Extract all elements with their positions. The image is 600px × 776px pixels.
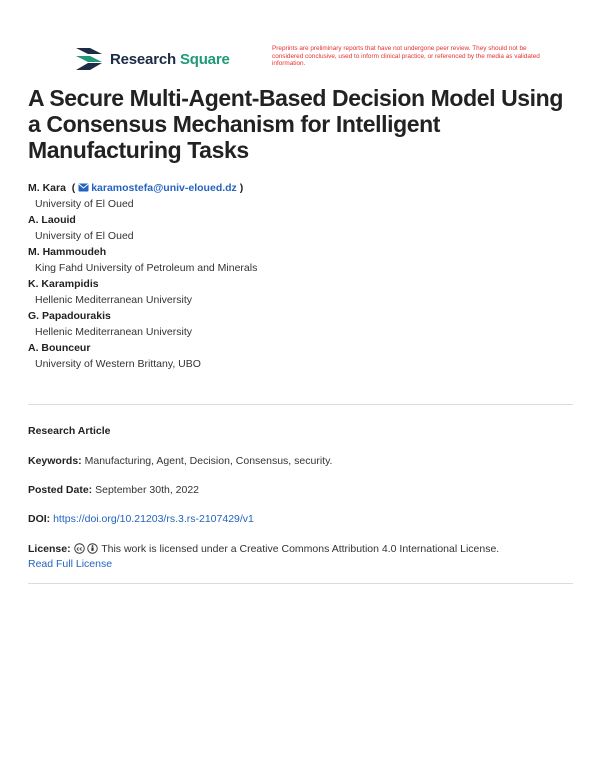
author-name: A. Laouid xyxy=(28,214,76,226)
keywords xyxy=(28,454,573,469)
author-affiliation: University of El Oued xyxy=(35,198,134,210)
doi xyxy=(28,512,573,527)
keywords-value: Manufacturing, Agent, Decision, Consensus, security. xyxy=(84,455,333,467)
logo-text xyxy=(110,51,230,68)
divider xyxy=(28,404,573,405)
page-title: A Secure Multi-Agent-Based Decision Model Using a Consensus Mechanism for Intelligent Manufacturing Tasks xyxy=(28,85,563,163)
keywords-label: Keywords: xyxy=(28,455,82,467)
divider xyxy=(28,583,573,584)
author-list xyxy=(28,180,573,372)
author-item xyxy=(28,212,573,244)
author-item xyxy=(28,276,573,308)
author-item xyxy=(28,340,573,372)
preprint-disclaimer: Preprints are preliminary reports that have not undergone peer review. They should not be considered conclusive, used to inform clinical practice, or referenced by the media as validated information. xyxy=(272,45,540,68)
author-name: K. Karampidis xyxy=(28,278,99,290)
author-item xyxy=(28,244,573,276)
author-affiliation: University of El Oued xyxy=(35,230,134,242)
author-name: G. Papadourakis xyxy=(28,310,111,322)
license-text: This work is licensed under a Creative Commons Attribution 4.0 International License. xyxy=(101,543,500,555)
envelope-icon xyxy=(78,183,89,192)
author-affiliation: University of Western Brittany, UBO xyxy=(35,358,201,370)
doi-label: DOI: xyxy=(28,513,51,525)
attribution-icon xyxy=(87,543,98,554)
author-name: A. Bounceur xyxy=(28,342,91,354)
license xyxy=(28,542,573,572)
license-label: License: xyxy=(28,543,71,555)
posted-date xyxy=(28,483,573,498)
author-affiliation: Hellenic Mediterranean University xyxy=(35,326,192,338)
author-email-link[interactable]: karamostefa@univ-eloued.dz xyxy=(91,182,237,194)
research-square-logo[interactable] xyxy=(74,44,230,74)
doi-link[interactable]: https://doi.org/10.21203/rs.3.rs-2107429/v1 xyxy=(53,513,254,525)
logo-text-square: Square xyxy=(179,50,230,68)
creative-commons-icon xyxy=(74,543,85,554)
author-affiliation: Hellenic Mediterranean University xyxy=(35,294,192,306)
research-square-logo-icon xyxy=(74,44,104,74)
author-affiliation: King Fahd University of Petroleum and Minerals xyxy=(35,262,258,274)
posted-date-value: September 30th, 2022 xyxy=(95,484,200,496)
posted-date-label: Posted Date: xyxy=(28,484,93,496)
article-type: Research Article xyxy=(28,425,111,437)
read-full-license-link[interactable]: Read Full License xyxy=(28,558,113,570)
logo-text-research: Research xyxy=(110,50,176,68)
author-item xyxy=(28,308,573,340)
svg-text:cc: cc xyxy=(76,546,83,553)
author-name: M. Kara xyxy=(28,182,66,194)
author-name: M. Hammoudeh xyxy=(28,246,107,258)
author-item: M. Kara ( karamostefa@univ-eloued.dz ) University of El Oued xyxy=(28,180,573,212)
